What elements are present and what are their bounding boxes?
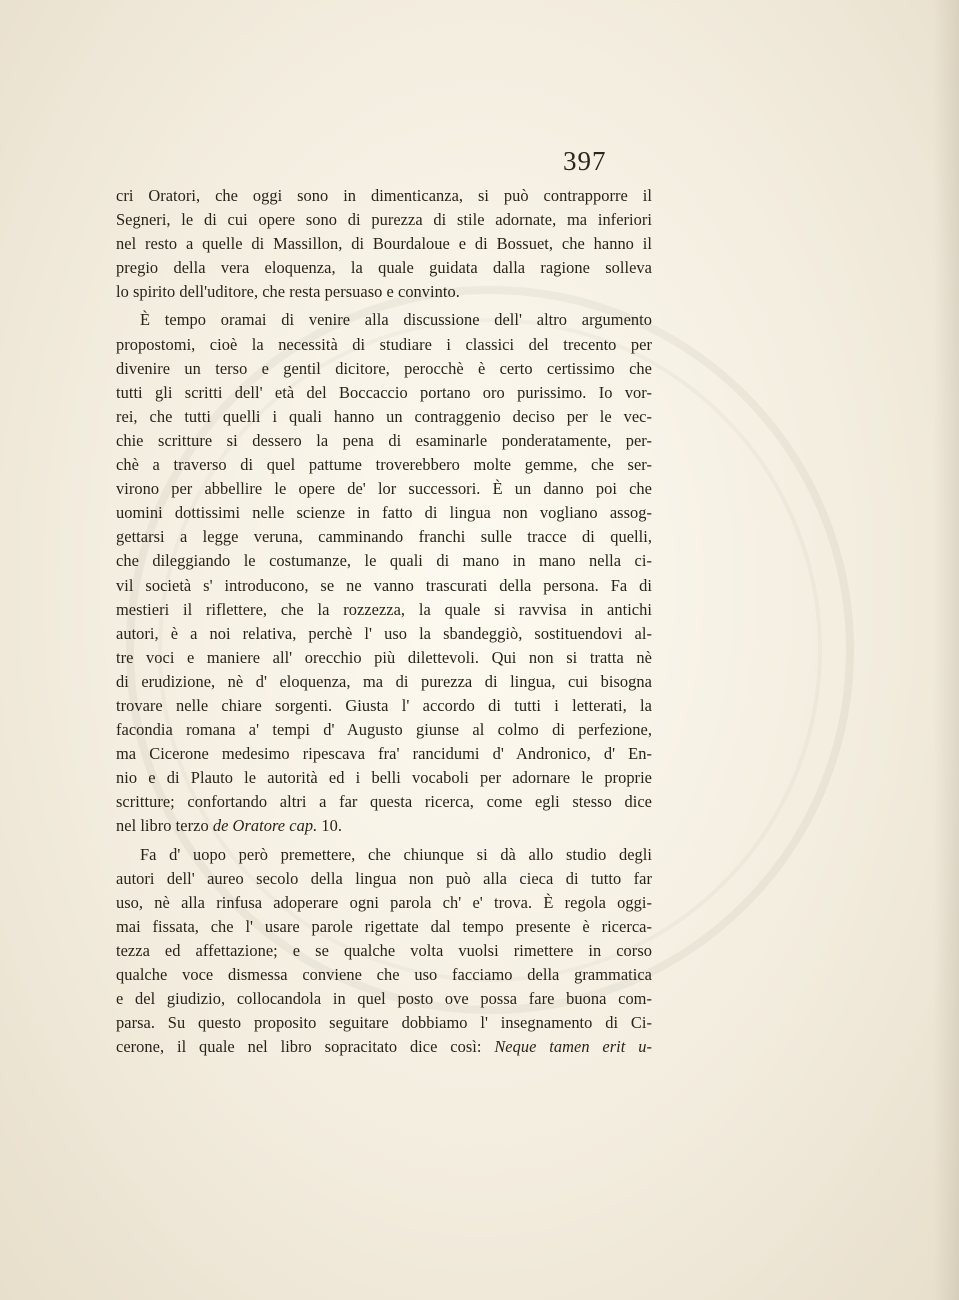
text-line: ma Cicerone medesimo ripescava fra' rancidumi d' Andronico, d' En- xyxy=(116,744,652,764)
paragraph-1 xyxy=(116,184,652,304)
body-text xyxy=(116,184,652,1059)
text-line: tutti gli scritti dell' età del Boccaccio portano oro purissimo. Io vor- xyxy=(116,382,652,402)
text-line: vil società s' introducono, se ne vanno trascurati della persona. Fa di xyxy=(116,575,652,595)
text-line: uomini dottissimi nelle scienze in fatto di lingua non vogliano assog- xyxy=(116,503,652,523)
text-line: nio e di Plauto le autorità ed i belli vocaboli per adornare le proprie xyxy=(116,768,652,788)
citation-italic: de Oratore cap. xyxy=(212,816,318,836)
citation-prefix: nel libro terzo xyxy=(116,816,213,836)
text-line: tre voci e maniere all' orecchio più dilettevoli. Qui non si tratta nè xyxy=(116,647,652,667)
text-line: trovare nelle chiare sorgenti. Giusta l' accordo di tutti i letterati, la xyxy=(116,695,652,715)
text-line: qualche voce dismessa conviene che uso facciamo della grammatica xyxy=(116,965,652,984)
text-line: nel resto a quelle di Massillon, di Bourdaloue e di Bossuet, che hanno il xyxy=(116,234,652,254)
text-line: chè a traverso di quel pattume troverebbero molte gemme, che ser- xyxy=(116,455,652,475)
text-line: tezza ed affettazione; e se qualche volta vuolsi rimettere in corso xyxy=(116,940,652,960)
text-line: autori dell' aureo secolo della lingua non può alla cieca di tutto far xyxy=(116,868,652,888)
text-line: e del giudizio, collocandola in quel posto ove possa fare buona com- xyxy=(116,989,652,1009)
text-line: scritture; confortando altri a far questa ricerca, come egli stesso dice xyxy=(116,792,652,812)
text-line: cri Oratori, che oggi sono in dimenticanza, si può contrapporre il xyxy=(116,186,652,205)
quote-prefix: cerone, il quale nel libro sopracitato dice così: xyxy=(116,1037,495,1057)
page-number: 397 xyxy=(563,146,607,176)
text-line: propostomi, cioè la necessità di studiare i classici del trecento per xyxy=(116,334,652,354)
text-line: È tempo oramai di venire alla discussione dell' altro argumento xyxy=(140,310,652,330)
text-line: uso, nè alla rinfusa adoperare ogni parola ch' e' trova. È regola oggi- xyxy=(116,892,652,912)
text-line: autori, è a noi relativa, perchè l' uso la sbandeggiò, sostituendovi al- xyxy=(116,623,652,643)
citation-suffix: 10. xyxy=(317,816,343,836)
text-line-with-citation xyxy=(116,814,652,838)
text-line: Fa d' uopo però premettere, che chiunque si dà allo studio degli xyxy=(140,844,652,864)
text-line: virono per abbellire le opere de' lor successori. È un danno poi che xyxy=(116,479,652,499)
text-line: gettarsi a legge veruna, camminando franchi sulle tracce di quelli, xyxy=(116,527,652,547)
text-line: di erudizione, nè d' eloquenza, ma di purezza di lingua, cui bisogna xyxy=(116,671,652,691)
quote-italic: Neque tamen erit u- xyxy=(494,1037,652,1057)
text-line: chie scritture si dessero la pena di esaminarle ponderatamente, per- xyxy=(116,430,652,450)
text-line: pregio della vera eloquenza, la quale guidata dalla ragione solleva xyxy=(116,258,652,278)
text-line: mestieri il riflettere, che la rozzezza, la quale si ravvisa in antichi xyxy=(116,599,652,619)
text-line: Segneri, le di cui opere sono di purezza di stile adornate, ma inferiori xyxy=(116,210,652,230)
text-line: facondia romana a' tempi d' Augusto giunse al colmo di perfezione, xyxy=(116,720,652,740)
page-edge-shadow xyxy=(933,0,959,1300)
text-line: lo spirito dell'uditore, che resta persuaso e convinto. xyxy=(116,282,460,302)
text-line-with-quote xyxy=(116,1035,652,1059)
text-line: mai fissata, che l' usare parole rigettate dal tempo presente è ricerca- xyxy=(116,916,652,936)
text-line: parsa. Su questo proposito seguitare dobbiamo l' insegnamento di Ci- xyxy=(116,1013,652,1033)
paragraph-2 xyxy=(116,308,652,838)
paragraph-3 xyxy=(116,843,652,1060)
text-line: divenire un terso e gentil dicitore, perocchè è certo certissimo che xyxy=(116,358,652,378)
text-line: rei, che tutti quelli i quali hanno un contraggenio deciso per le vec- xyxy=(116,406,652,426)
text-line: che dileggiando le costumanze, le quali di mano in mano nella ci- xyxy=(116,551,652,571)
